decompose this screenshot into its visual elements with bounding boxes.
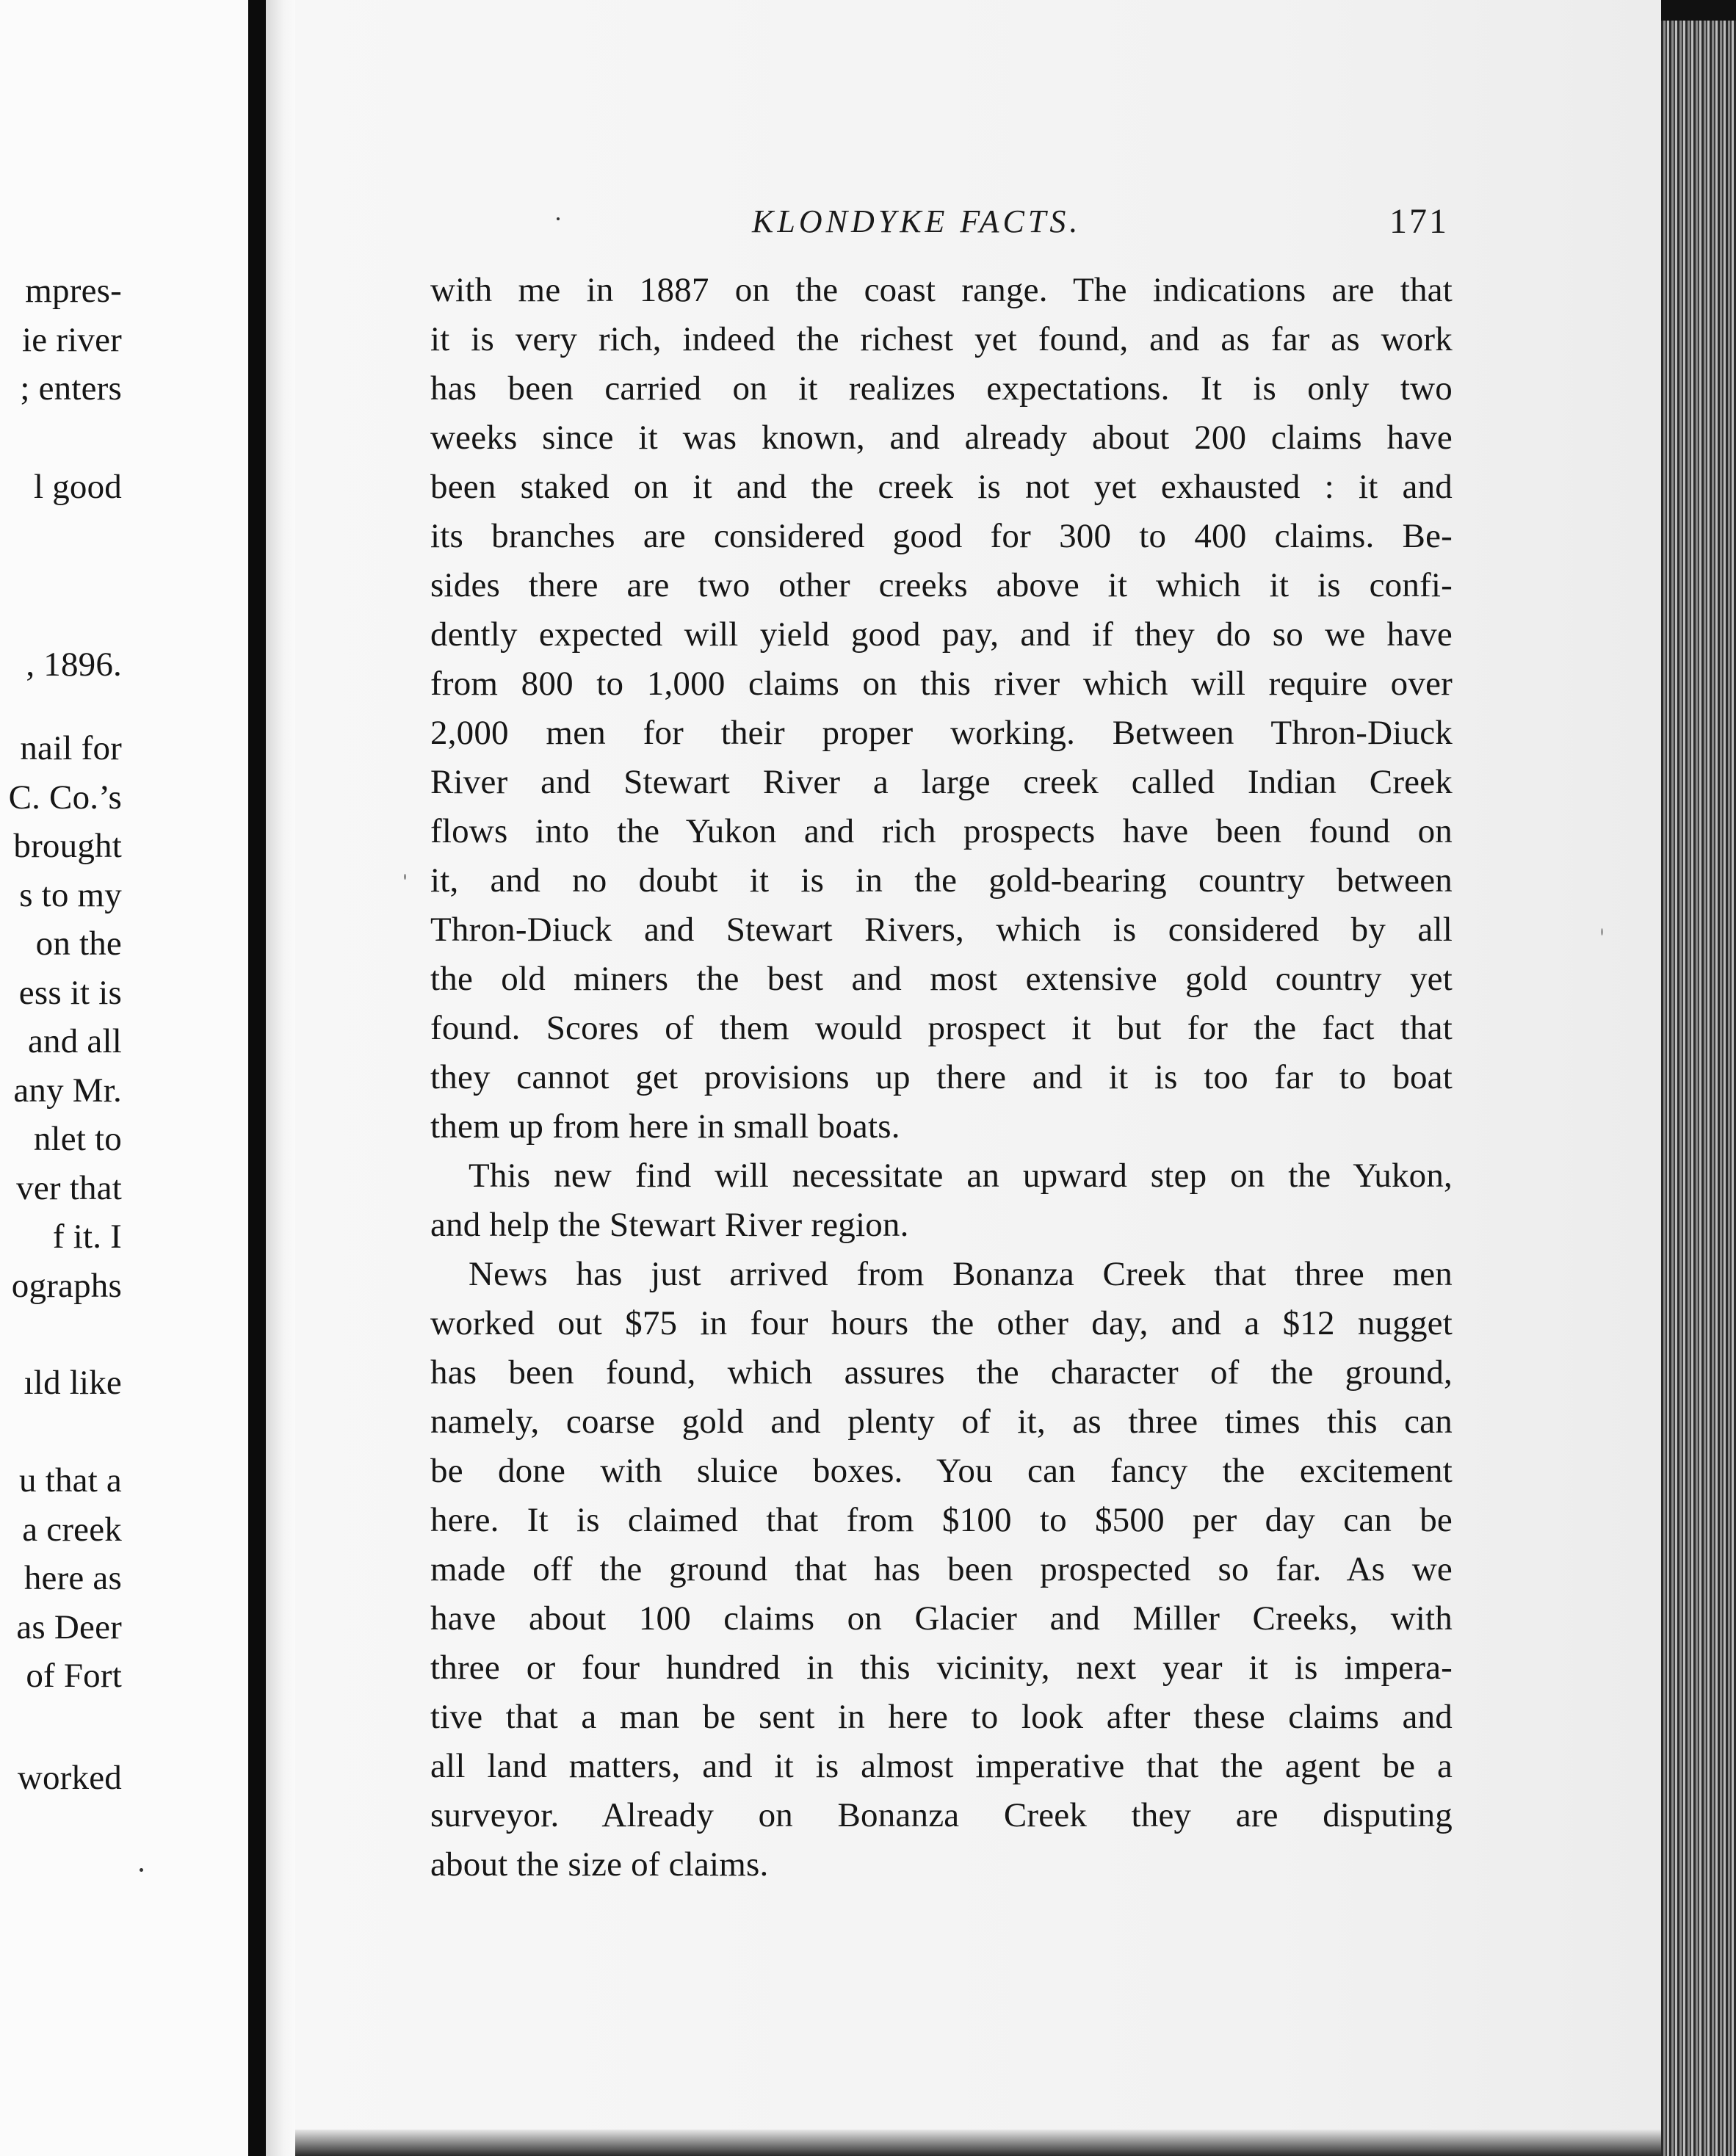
- body-line: River and Stewart River a large creek called Indian Creek: [430, 763, 1453, 801]
- body-line: its branches are considered good for 300 to 400 claims. Be-: [430, 517, 1453, 555]
- body-line: it, and no doubt it is in the gold-bearing country between: [430, 861, 1453, 900]
- left-line: ographs: [11, 1267, 122, 1305]
- body-line: with me in 1887 on the coast range. The indications are that: [430, 271, 1453, 309]
- left-line: C. Co.’s: [8, 778, 122, 817]
- left-line: f it. I: [52, 1218, 122, 1256]
- body-line: has been found, which assures the character of the ground,: [430, 1353, 1453, 1392]
- body-line: about the size of claims.: [430, 1845, 769, 1884]
- body-line: from 800 to 1,000 claims on this river which will require over: [430, 665, 1453, 703]
- left-line: and all: [28, 1022, 122, 1060]
- body-line: it is very rich, indeed the richest yet found, and as far as work: [430, 320, 1453, 358]
- left-line: of Fort: [26, 1657, 122, 1695]
- body-line: News has just arrived from Bonanza Creek that three men: [469, 1255, 1453, 1293]
- body-line: all land matters, and it is almost imperative that the agent be a: [430, 1747, 1453, 1785]
- left-page: [0, 0, 248, 2156]
- left-line: ver that: [16, 1169, 122, 1207]
- body-line: has been carried on it realizes expectations. It is only two: [430, 369, 1453, 408]
- body-line: This new find will necessitate an upward step on the Yukon,: [469, 1157, 1453, 1195]
- left-line: u that a: [19, 1461, 122, 1500]
- body-line: be done with sluice boxes. You can fancy the excitement: [430, 1452, 1453, 1490]
- body-line: 2,000 men for their proper working. Between Thron-Diuck: [430, 714, 1453, 752]
- left-line: ıld like: [23, 1364, 122, 1402]
- ink-speck: [1601, 928, 1603, 936]
- right-page: [295, 0, 1661, 2156]
- page-bottom-edge: [295, 2130, 1661, 2156]
- left-line: a creek: [22, 1511, 122, 1549]
- ink-speck: [140, 1868, 143, 1872]
- body-line: Thron-Diuck and Stewart Rivers, which is considered by all: [430, 911, 1453, 949]
- body-line: and help the Stewart River region.: [430, 1206, 909, 1244]
- book-page-edges: [1661, 0, 1736, 2156]
- body-line: weeks since it was known, and already about 200 claims have: [430, 419, 1453, 457]
- ink-speck: [404, 874, 406, 880]
- book-gutter: [248, 0, 266, 2156]
- body-line: them up from here in small boats.: [430, 1107, 900, 1146]
- body-line: the old miners the best and most extensive gold country yet: [430, 960, 1453, 998]
- body-line: have about 100 claims on Glacier and Miller Creeks, with: [430, 1599, 1453, 1638]
- body-line: sides there are two other creeks above it which it is confi-: [430, 566, 1453, 604]
- body-line: tive that a man be sent in here to look after these claims and: [430, 1698, 1453, 1736]
- body-line: been staked on it and the creek is not yet exhausted : it and: [430, 468, 1453, 506]
- left-line: here as: [23, 1559, 122, 1597]
- body-line: three or four hundred in this vicinity, next year it is impera-: [430, 1649, 1453, 1687]
- left-line: l good: [33, 468, 122, 506]
- body-line: worked out $75 in four hours the other day, and a $12 nugget: [430, 1304, 1453, 1342]
- body-line: here. It is claimed that from $100 to $500 per day can be: [430, 1501, 1453, 1539]
- body-line: they cannot get provisions up there and it is too far to boat: [430, 1058, 1453, 1096]
- body-line: surveyor. Already on Bonanza Creek they are disputing: [430, 1796, 1453, 1834]
- left-line: s to my: [19, 876, 122, 914]
- left-line: ie river: [22, 321, 122, 359]
- left-line: ; enters: [20, 369, 122, 408]
- running-head: KLONDYKE FACTS.: [752, 203, 1082, 239]
- left-line: worked: [17, 1759, 122, 1797]
- book-page-edges-top: [1661, 0, 1736, 21]
- left-line: mpres-: [25, 272, 122, 310]
- body-line: found. Scores of them would prospect it but for the fact that: [430, 1009, 1453, 1047]
- page-number: 171: [1389, 202, 1449, 241]
- left-line: as Deer: [16, 1608, 122, 1646]
- left-line: ess it is: [18, 974, 122, 1012]
- ink-speck: [557, 217, 560, 220]
- body-line: namely, coarse gold and plenty of it, as three times this can: [430, 1403, 1453, 1441]
- body-line: made off the ground that has been prospected so far. As we: [430, 1550, 1453, 1588]
- body-line: dently expected will yield good pay, and if they do so we have: [430, 615, 1453, 654]
- left-line: brought: [13, 827, 122, 865]
- left-line: , 1896.: [26, 645, 122, 684]
- gutter-shadow: [266, 0, 295, 2156]
- left-line: nlet to: [33, 1120, 122, 1158]
- left-line: any Mr.: [13, 1071, 122, 1110]
- left-line: on the: [35, 925, 122, 963]
- body-line: flows into the Yukon and rich prospects have been found on: [430, 812, 1453, 850]
- left-line: nail for: [20, 729, 122, 767]
